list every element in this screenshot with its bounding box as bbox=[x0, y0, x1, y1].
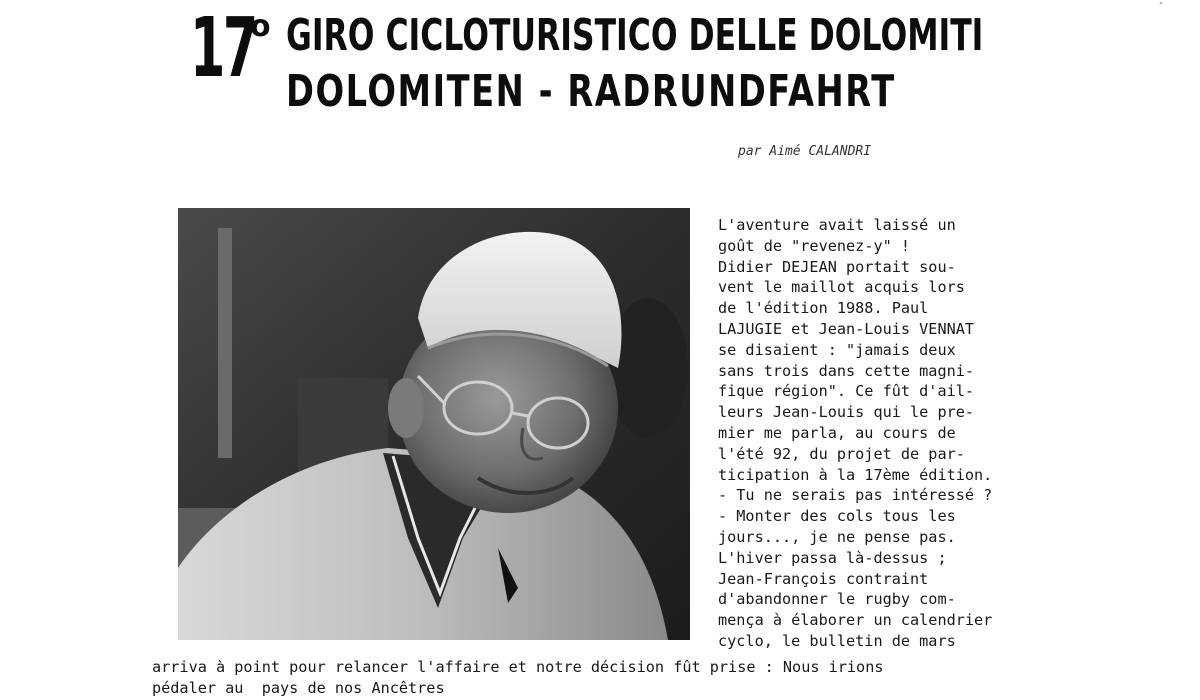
article-column bbox=[718, 215, 1048, 652]
text-line: L'hiver passa là-dessus ; bbox=[718, 548, 947, 567]
title-german: DOLOMITEN - RADRUNDFAHRT bbox=[286, 66, 896, 117]
text-line: jours..., je ne pense pas. bbox=[718, 527, 956, 546]
text-line: arriva à point pour relancer l'affaire et notre décision fût prise : Nous irions bbox=[152, 658, 884, 676]
article-continuation bbox=[152, 657, 1192, 699]
author-byline: par Aimé CALANDRI bbox=[738, 144, 872, 159]
text-line: pédaler au pays de nos Ancêtres bbox=[152, 678, 445, 697]
text-line: goût de "revenez-y" ! bbox=[718, 236, 911, 255]
edition-number: 17 bbox=[190, 1, 256, 96]
cyclist-portrait-image bbox=[178, 208, 690, 640]
text-line: l'été 92, du projet de par- bbox=[718, 444, 965, 463]
cyclist-photo bbox=[178, 208, 690, 640]
text-line: se disaient : "jamais deux bbox=[718, 340, 956, 359]
text-line: vent le maillot acquis lors bbox=[718, 278, 965, 297]
edition-ordinal: o bbox=[250, 9, 271, 44]
text-line: ticipation à la 17ème édition. bbox=[718, 465, 993, 484]
text-line: cyclo, le bulletin de mars bbox=[718, 631, 956, 650]
text-line: L'aventure avait laissé un bbox=[718, 216, 956, 234]
text-line: Jean-François contraint bbox=[718, 569, 929, 588]
text-line: sans trois dans cette magni- bbox=[718, 361, 975, 380]
text-line: mença à élaborer un calendrier bbox=[718, 611, 993, 630]
text-line: - Tu ne serais pas intéressé ? bbox=[718, 486, 993, 505]
text-line: fique région". Ce fût d'ail- bbox=[718, 382, 975, 401]
text-line: de l'édition 1988. Paul bbox=[718, 299, 929, 318]
text-line: leurs Jean-Louis qui le pre- bbox=[718, 403, 975, 422]
title-italian: GIRO CICLOTURISTICO DELLE DOLOMITI bbox=[286, 10, 984, 61]
text-line: - Monter des cols tous les bbox=[718, 507, 956, 526]
text-line: LAJUGIE et Jean-Louis VENNAT bbox=[718, 319, 975, 338]
text-line: d'abandonner le rugby com- bbox=[718, 590, 956, 609]
corner-mark: ‑ bbox=[1158, 0, 1165, 9]
text-line: Didier DEJEAN portait sou- bbox=[718, 257, 956, 276]
text-line: mier me parla, au cours de bbox=[718, 423, 956, 442]
